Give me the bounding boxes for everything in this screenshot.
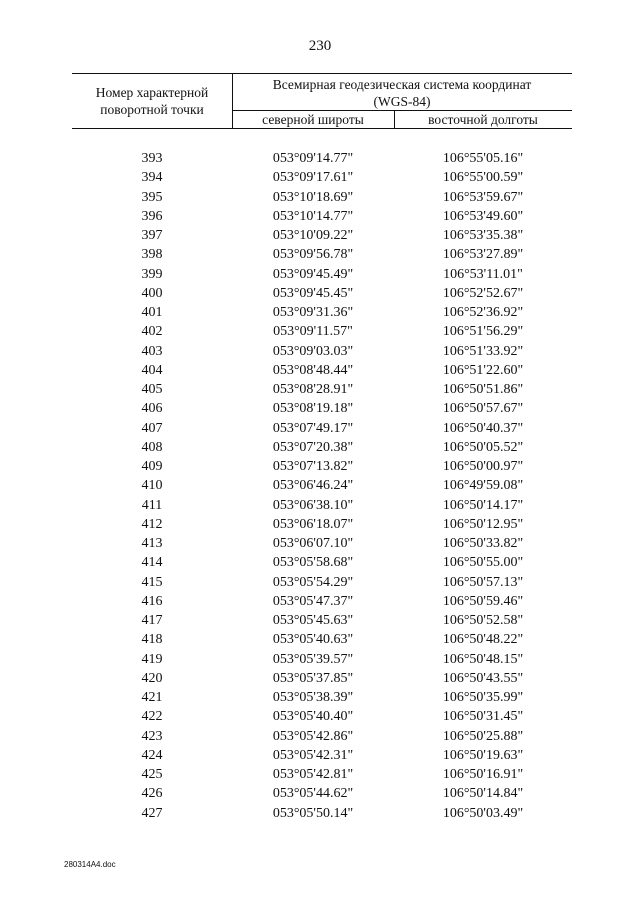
longitude-cell: 106°53'49.60" <box>442 208 524 224</box>
longitude-cell: 106°50'12.95" <box>442 516 524 532</box>
point-number-cell: 405 <box>141 382 163 397</box>
latitude-cell: 053°06'38.10" <box>272 497 354 513</box>
longitude-cell: 106°49'59.08" <box>442 478 524 494</box>
point-number-cell: 398 <box>141 247 163 263</box>
table-row <box>72 419 572 438</box>
table-row <box>72 765 572 784</box>
latitude-cell: 053°05'42.81" <box>272 767 354 782</box>
point-number-cell: 425 <box>141 767 163 782</box>
latitude-cell: 053°05'39.57" <box>272 651 354 667</box>
table-row <box>72 688 572 707</box>
point-number-cell: 422 <box>141 709 163 725</box>
table-row <box>72 265 572 284</box>
latitude-cell: 053°06'07.10" <box>272 536 354 551</box>
latitude-cell: 053°09'11.57" <box>273 324 353 340</box>
table-row <box>72 573 572 592</box>
point-number-cell: 423 <box>141 728 163 744</box>
longitude-cell: 106°50'55.00" <box>442 555 524 571</box>
table-row <box>72 457 572 476</box>
latitude-cell: 053°08'28.91" <box>272 382 354 397</box>
table-row <box>72 399 572 418</box>
point-number-cell: 417 <box>141 613 163 628</box>
latitude-cell: 053°05'37.85" <box>272 670 354 686</box>
table-row <box>72 630 572 649</box>
latitude-cell: 053°05'44.62" <box>272 786 354 802</box>
table-row <box>72 650 572 669</box>
table-row <box>72 727 572 746</box>
point-number-cell: 426 <box>141 786 163 802</box>
latitude-cell: 053°05'38.39" <box>272 690 354 705</box>
latitude-cell: 053°09'03.03" <box>272 343 354 359</box>
latitude-cell: 053°10'18.69" <box>272 189 354 205</box>
longitude-cell: 106°55'00.59" <box>442 170 524 186</box>
longitude-cell: 106°50'57.67" <box>442 401 524 417</box>
table-row <box>72 245 572 264</box>
latitude-cell: 053°05'42.31" <box>272 747 354 763</box>
table-row <box>72 534 572 553</box>
point-number-cell: 403 <box>141 343 163 359</box>
longitude-cell: 106°50'51.86" <box>442 382 524 397</box>
longitude-cell: 106°50'35.99" <box>442 690 524 705</box>
longitude-cell: 106°50'40.37" <box>442 420 524 436</box>
longitude-cell: 106°50'52.58" <box>442 613 524 628</box>
point-number-cell: 421 <box>141 690 163 705</box>
table-row <box>72 592 572 611</box>
longitude-cell: 106°50'14.17" <box>442 497 524 513</box>
longitude-cell: 106°52'52.67" <box>442 285 524 301</box>
page-number: 230 <box>308 38 332 54</box>
latitude-cell: 053°05'40.40" <box>272 709 354 725</box>
longitude-cell: 106°51'56.29" <box>442 324 524 340</box>
point-number-cell: 407 <box>141 420 163 436</box>
table-row <box>72 284 572 303</box>
longitude-cell: 106°50'48.15" <box>442 651 524 667</box>
latitude-cell: 053°05'42.86" <box>272 728 354 744</box>
latitude-cell: 053°09'45.49" <box>272 266 354 282</box>
table-row <box>72 611 572 630</box>
table-header-rule <box>72 128 572 129</box>
latitude-cell: 053°08'48.44" <box>272 362 354 378</box>
point-number-header: Номер характерной поворотной точки <box>95 85 209 117</box>
longitude-cell: 106°50'16.91" <box>442 767 524 782</box>
coordinate-system-header-line2: (WGS-84) <box>373 94 431 109</box>
longitude-cell: 106°53'11.01" <box>443 266 523 282</box>
longitude-cell: 106°50'48.22" <box>442 632 524 648</box>
point-number-cell: 411 <box>141 497 163 513</box>
point-number-cell: 406 <box>141 401 163 417</box>
point-number-cell: 415 <box>141 574 163 590</box>
table-row <box>72 669 572 688</box>
latitude-cell: 053°05'50.14" <box>272 805 354 821</box>
point-number-cell: 408 <box>141 439 163 455</box>
point-number-cell: 420 <box>141 670 163 686</box>
point-number-cell: 397 <box>141 228 163 243</box>
point-number-cell: 413 <box>141 536 163 551</box>
latitude-cell: 053°07'20.38" <box>272 439 354 455</box>
longitude-cell: 106°50'31.45" <box>442 709 524 725</box>
point-number-cell: 395 <box>141 189 163 205</box>
table-row <box>72 380 572 399</box>
point-number-cell: 416 <box>141 593 163 609</box>
latitude-cell: 053°05'58.68" <box>272 555 354 571</box>
longitude-cell: 106°50'19.63" <box>442 747 524 763</box>
point-number-cell: 427 <box>141 805 163 821</box>
longitude-cell: 106°50'33.82" <box>442 536 524 551</box>
longitude-cell: 106°52'36.92" <box>442 305 524 320</box>
latitude-cell: 053°07'13.82" <box>272 459 354 474</box>
table-row <box>72 188 572 207</box>
latitude-cell: 053°06'18.07" <box>272 516 354 532</box>
table-row <box>72 149 572 168</box>
longitude-cell: 106°50'57.13" <box>442 574 524 590</box>
longitude-cell: 106°53'27.89" <box>442 247 524 263</box>
coordinate-system-header <box>232 76 572 110</box>
longitude-cell: 106°50'59.46" <box>442 593 524 609</box>
table-row <box>72 226 572 245</box>
table-row <box>72 784 572 803</box>
table-top-rule <box>72 73 572 74</box>
point-number-cell: 410 <box>141 478 163 494</box>
table-row <box>72 303 572 322</box>
latitude-cell: 053°07'49.17" <box>272 420 354 436</box>
longitude-cell: 106°51'22.60" <box>442 362 524 378</box>
longitude-cell: 106°55'05.16" <box>442 151 524 166</box>
longitude-header: восточной долготы <box>428 112 538 127</box>
footer-filename: 280314A4.doc <box>64 860 116 869</box>
table-row <box>72 476 572 495</box>
longitude-cell: 106°50'43.55" <box>442 670 524 686</box>
longitude-cell: 106°50'05.52" <box>442 439 524 455</box>
table-row <box>72 707 572 726</box>
latitude-cell: 053°08'19.18" <box>272 401 354 417</box>
latitude-cell: 053°06'46.24" <box>272 478 354 494</box>
longitude-cell: 106°50'14.84" <box>442 786 524 802</box>
longitude-cell: 106°51'33.92" <box>442 343 524 359</box>
coordinate-system-header-line1: Всемирная геодезическая система координат <box>272 77 532 92</box>
table-row <box>72 496 572 515</box>
point-number-cell: 401 <box>141 305 163 320</box>
latitude-cell: 053°10'09.22" <box>272 228 354 243</box>
latitude-cell: 053°05'54.29" <box>272 574 354 590</box>
table-row <box>72 322 572 341</box>
point-number-cell: 399 <box>141 266 163 282</box>
point-number-cell: 402 <box>141 324 163 340</box>
point-number-cell: 404 <box>141 362 163 378</box>
table-row <box>72 361 572 380</box>
point-number-cell: 409 <box>141 459 163 474</box>
table-row <box>72 515 572 534</box>
latitude-cell: 053°05'47.37" <box>272 593 354 609</box>
longitude-cell: 106°53'59.67" <box>442 189 524 205</box>
table-row <box>72 168 572 187</box>
latitude-cell: 053°05'40.63" <box>272 632 354 648</box>
table-body <box>72 149 572 823</box>
table-row <box>72 207 572 226</box>
latitude-cell: 053°10'14.77" <box>272 208 354 224</box>
point-number-cell: 412 <box>141 516 163 532</box>
latitude-cell: 053°09'56.78" <box>272 247 354 263</box>
table-row <box>72 438 572 457</box>
longitude-cell: 106°50'00.97" <box>442 459 524 474</box>
point-number-cell: 418 <box>141 632 163 648</box>
point-number-cell: 419 <box>141 651 163 667</box>
table-row <box>72 342 572 361</box>
latitude-cell: 053°09'31.36" <box>272 305 354 320</box>
latitude-cell: 053°09'17.61" <box>272 170 354 186</box>
latitude-cell: 053°09'14.77" <box>272 151 354 166</box>
point-number-cell: 394 <box>141 170 163 186</box>
table-row <box>72 553 572 572</box>
point-number-cell: 400 <box>141 285 163 301</box>
point-number-cell: 393 <box>141 151 163 166</box>
longitude-cell: 106°53'35.38" <box>442 228 524 243</box>
latitude-cell: 053°05'45.63" <box>272 613 354 628</box>
table-row <box>72 804 572 823</box>
table-row <box>72 746 572 765</box>
longitude-cell: 106°50'03.49" <box>442 805 524 821</box>
longitude-cell: 106°50'25.88" <box>442 728 524 744</box>
point-number-cell: 396 <box>141 208 163 224</box>
latitude-cell: 053°09'45.45" <box>272 285 354 301</box>
latitude-header: северной широты <box>262 112 364 127</box>
point-number-cell: 424 <box>141 747 163 763</box>
point-number-cell: 414 <box>141 555 163 571</box>
